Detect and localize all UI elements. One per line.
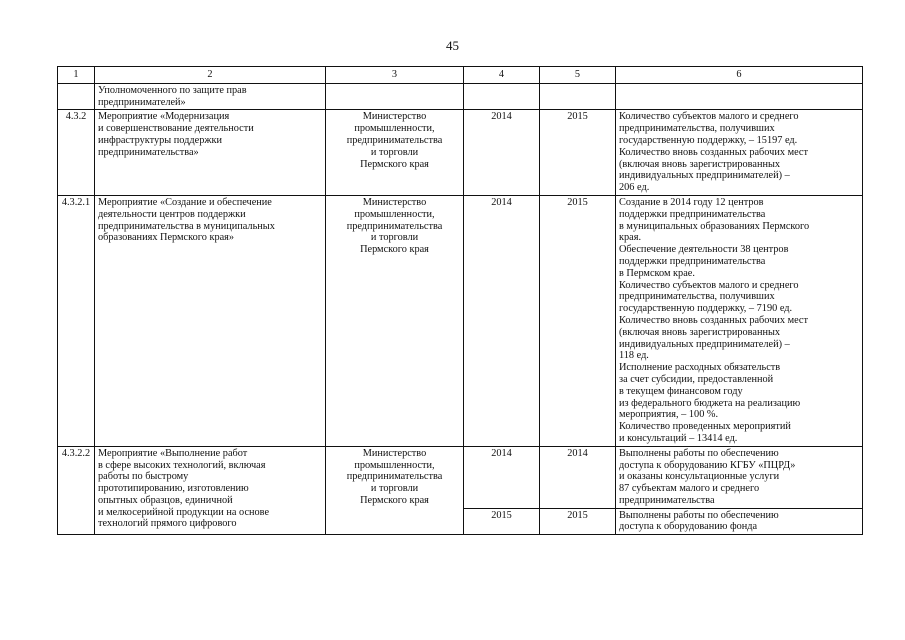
expected-result: Выполнены работы по обеспечению доступа к оборудованию КГБУ «ПЦРД» и оказаны консультационные услуги 87 субъектам малого и среднего предпринимательства: [616, 446, 863, 508]
executor: Министерство промышленности, предпринимательства и торговли Пермского края: [326, 110, 464, 196]
expected-result: Количество субъектов малого и среднего предпринимательства, получивших государственную поддержку, – 15197 ед. Количество вновь созданных рабочих мест (включая вновь зарегистрированных индивидуальных предпринимателей) – 206 ед.: [616, 110, 863, 196]
row-number: 4.3.2.2: [58, 446, 95, 535]
start-year: 2014: [464, 110, 540, 196]
expected-result: Создание в 2014 году 12 центров поддержки предпринимательства в муниципальных образованиях Пермского края. Обеспечение деятельности 38 центров поддержки предпринимательства в Пермском крае. Количество субъектов малого и среднего предпринимательства, получивших государственную поддержку, – 7190 ед. Количество вновь созданных рабочих мест (включая вновь зарегистрированных индивидуальных предпринимателей) – 118 ед. Исполнение расходных обязательств за счет субсидии, предоставленной в текущем финансовом году из федерального бюджета на реализацию мероприятия, – 100 %. Количество проведенных мероприятий и консультаций – 13414 ед.: [616, 195, 863, 446]
table-row: [58, 83, 863, 110]
header-col-2: 2: [95, 67, 326, 84]
executor: Министерство промышленности, предпринимательства и торговли Пермского края: [326, 195, 464, 446]
event-name: Уполномоченного по защите прав предпринимателей»: [95, 83, 326, 110]
start-year: [464, 83, 540, 110]
end-year: [540, 83, 616, 110]
event-name: Мероприятие «Выполнение работ в сфере высоких технологий, включая работы по быстрому прототипированию, изготовлению опытных образцов, единичной и мелкосерийной продукции на основе технологий прямого цифрового: [95, 446, 326, 535]
header-col-1: 1: [58, 67, 95, 84]
end-year: 2015: [540, 110, 616, 196]
header-col-4: 4: [464, 67, 540, 84]
executor: Министерство промышленности, предпринимательства и торговли Пермского края: [326, 446, 464, 535]
executor: [326, 83, 464, 110]
start-year: 2014: [464, 446, 540, 508]
expected-result: Выполнены работы по обеспечению доступа к оборудованию фонда: [616, 508, 863, 535]
event-name: Мероприятие «Модернизация и совершенствование деятельности инфраструктуры поддержки предпринимательства»: [95, 110, 326, 196]
start-year: 2015: [464, 508, 540, 535]
table-header-row: [58, 67, 863, 84]
table-row: [58, 446, 863, 508]
header-col-6: 6: [616, 67, 863, 84]
end-year: 2015: [540, 508, 616, 535]
table-row: [58, 110, 863, 196]
document-table: [57, 66, 863, 535]
row-number: 4.3.2.1: [58, 195, 95, 446]
header-col-5: 5: [540, 67, 616, 84]
row-number: [58, 83, 95, 110]
event-name: Мероприятие «Создание и обеспечение деятельности центров поддержки предпринимательства в муниципальных образованиях Пермского края»: [95, 195, 326, 446]
header-col-3: 3: [326, 67, 464, 84]
page-number: 45: [446, 38, 459, 53]
end-year: 2015: [540, 195, 616, 446]
row-number: 4.3.2: [58, 110, 95, 196]
expected-result: [616, 83, 863, 110]
end-year: 2014: [540, 446, 616, 508]
start-year: 2014: [464, 195, 540, 446]
table-row: [58, 195, 863, 446]
